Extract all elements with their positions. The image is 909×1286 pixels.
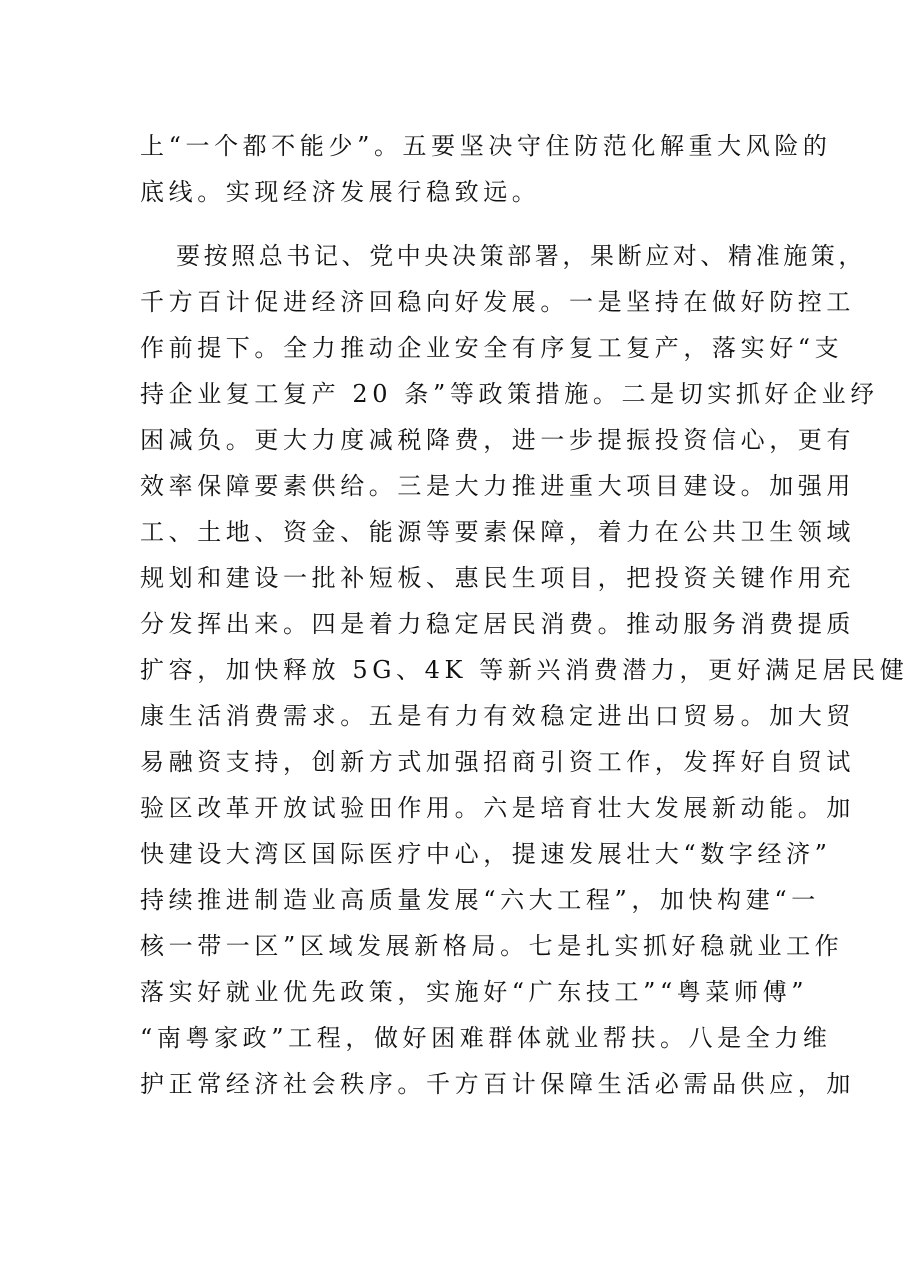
- text-line: “南粤家政”工程，做好困难群体就业帮扶。八是全力维: [140, 1024, 832, 1052]
- text-line: 护正常经济社会秩序。千方百计保障生活必需品供应，加: [140, 1070, 855, 1098]
- text-line: 快建设大湾区国际医疗中心，提速发展壮大“数字经济”: [140, 840, 832, 868]
- text-line: 康生活消费需求。五是有力有效稳定进出口贸易。加大贸: [140, 702, 855, 730]
- text-line: 验区改革开放试验田作用。六是培育壮大发展新动能。加: [140, 794, 855, 822]
- text-line: 千方百计促进经济回稳向好发展。一是坚持在做好防控工: [140, 288, 855, 316]
- text-line: 分发挥出来。四是着力稳定居民消费。推动服务消费提质: [140, 610, 855, 638]
- text-line: 易融资支持，创新方式加强招商引资工作，发挥好自贸试: [140, 748, 855, 776]
- text-line: 工、土地、资金、能源等要素保障，着力在公共卫生领域: [140, 518, 855, 546]
- text-line: 要按照总书记、党中央决策部署，果断应对、精准施策，: [176, 242, 866, 270]
- text-line: 核一带一区”区域发展新格局。七是扎实抓好稳就业工作: [140, 932, 844, 960]
- text-line: 扩容，加快释放 5G、4K 等新兴消费潜力，更好满足居民健: [140, 656, 909, 684]
- text-line: 落实好就业优先政策，实施好“广东技工”“粤菜师傅”: [140, 978, 809, 1006]
- text-line: 底线。实现经济发展行稳致远。: [140, 178, 541, 206]
- text-line: 上“一个都不能少”。五要坚决守住防范化解重大风险的: [140, 132, 832, 160]
- text-line: 作前提下。全力推动企业安全有序复工复产，落实好“支: [140, 334, 844, 362]
- text-line: 效率保障要素供给。三是大力推进重大项目建设。加强用: [140, 472, 855, 500]
- text-line: 规划和建设一批补短板、惠民生项目，把投资关键作用充: [140, 564, 855, 592]
- text-line: 困减负。更大力度减税降费，进一步提振投资信心，更有: [140, 426, 855, 454]
- text-line: 持续推进制造业高质量发展“六大工程”，加快构建“一: [140, 886, 820, 914]
- text-line: 持企业复工复产 20 条”等政策措施。二是切实抓好企业纾: [140, 380, 879, 408]
